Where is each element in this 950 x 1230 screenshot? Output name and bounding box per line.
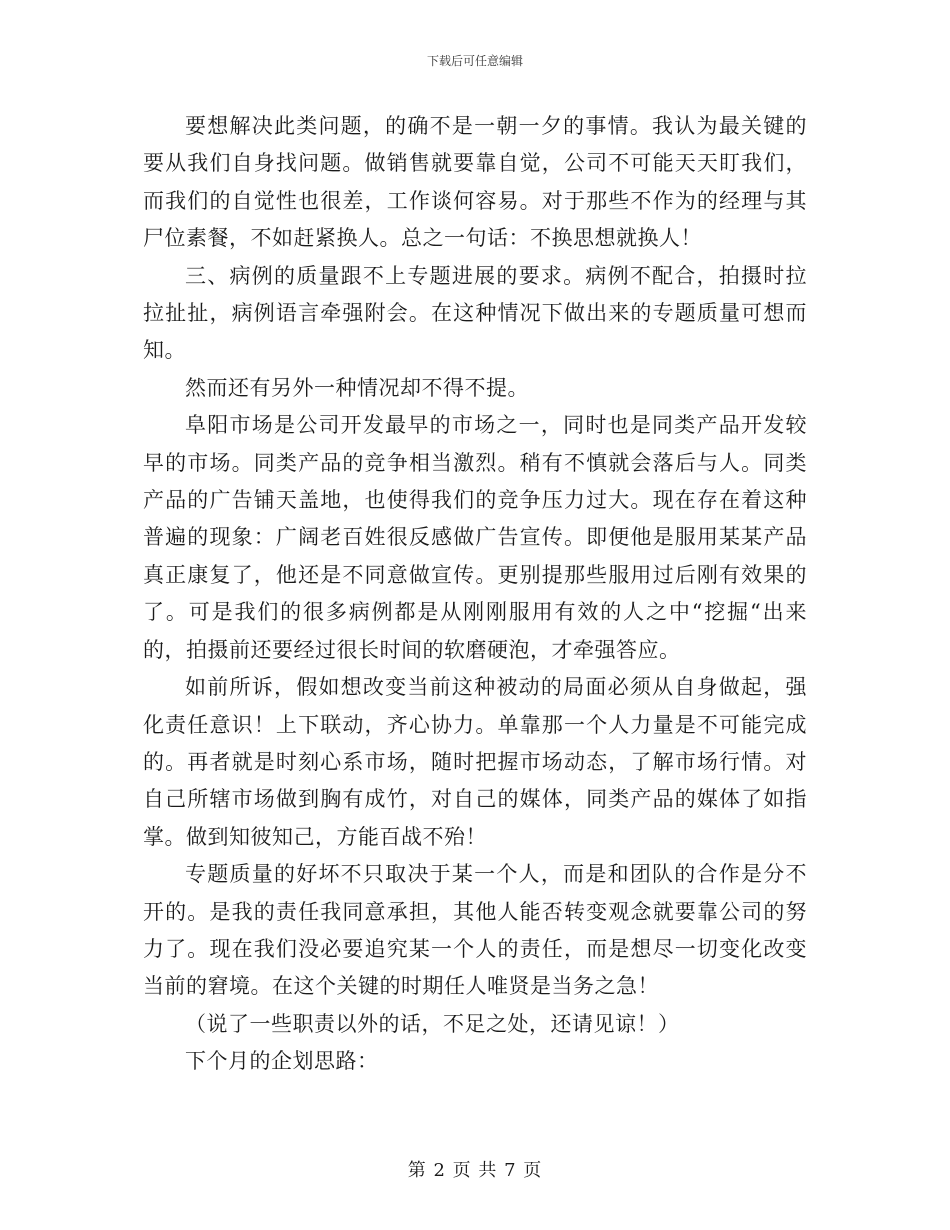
paragraph: 如前所诉，假如想改变当前这种被动的局面必须从自身做起，强化责任意识！上下联动，齐心协力。单靠那一个人力量是不可能完成的。再者就是时刻心系市场，随时把握市场动态，了解市场行情。对自己所辖市场做到胸有成竹，对自己的媒体，同类产品的媒体了如指掌。做到知彼知己，方能百战不殆！ xyxy=(143,675,807,849)
body-text xyxy=(143,108,807,1081)
paragraph: 然而还有另外一种情况却不得不提。 xyxy=(185,375,529,400)
paragraph: （说了一些职责以外的话，不足之处，还请见谅！） xyxy=(185,1011,680,1036)
paragraph: 阜阳市场是公司开发最早的市场之一，同时也是同类产品开发较早的市场。同类产品的竞争相当激烈。稍有不慎就会落后与人。同类产品的广告铺天盖地，也使得我们的竞争压力过大。现在存在着这种普遍的现象：广阔老百姓很反感做广告宣传。即便他是服用某某产品真正康复了，他还是不同意做宣传。更别提那些服用过后刚有效果的了。可是我们的很多病例都是从刚刚服用有效的人之中“挖掘“出来的，拍摄前还要经过很长时间的软磨硬泡，才牵强答应。 xyxy=(143,413,807,662)
paragraph: 专题质量的好坏不只取决于某一个人，而是和团队的合作是分不开的。是我的责任我同意承担，其他人能否转变观念就要靠公司的努力了。现在我们没必要追究某一个人的责任，而是想尽一切变化改变当前的窘境。在这个关键的时期任人唯贤是当务之急！ xyxy=(143,862,807,999)
paragraph: 三、病例的质量跟不上专题进展的要求。病例不配合，拍摄时拉拉扯扯，病例语言牵强附会。在这种情况下做出来的专题质量可想而知。 xyxy=(143,263,807,363)
paragraph: 要想解决此类问题，的确不是一朝一夕的事情。我认为最关键的要从我们自身找问题。做销售就要靠自觉，公司不可能天天盯我们，而我们的自觉性也很差，工作谈何容易。对于那些不作为的经理与其尸位素餐，不如赶紧换人。总之一句话：不换思想就换人！ xyxy=(143,114,807,251)
paragraph: 下个月的企划思路： xyxy=(185,1049,379,1074)
header-note: 下载后可任意编辑 xyxy=(426,54,523,68)
page-number: 第 2 页 共 7 页 xyxy=(407,1160,543,1181)
